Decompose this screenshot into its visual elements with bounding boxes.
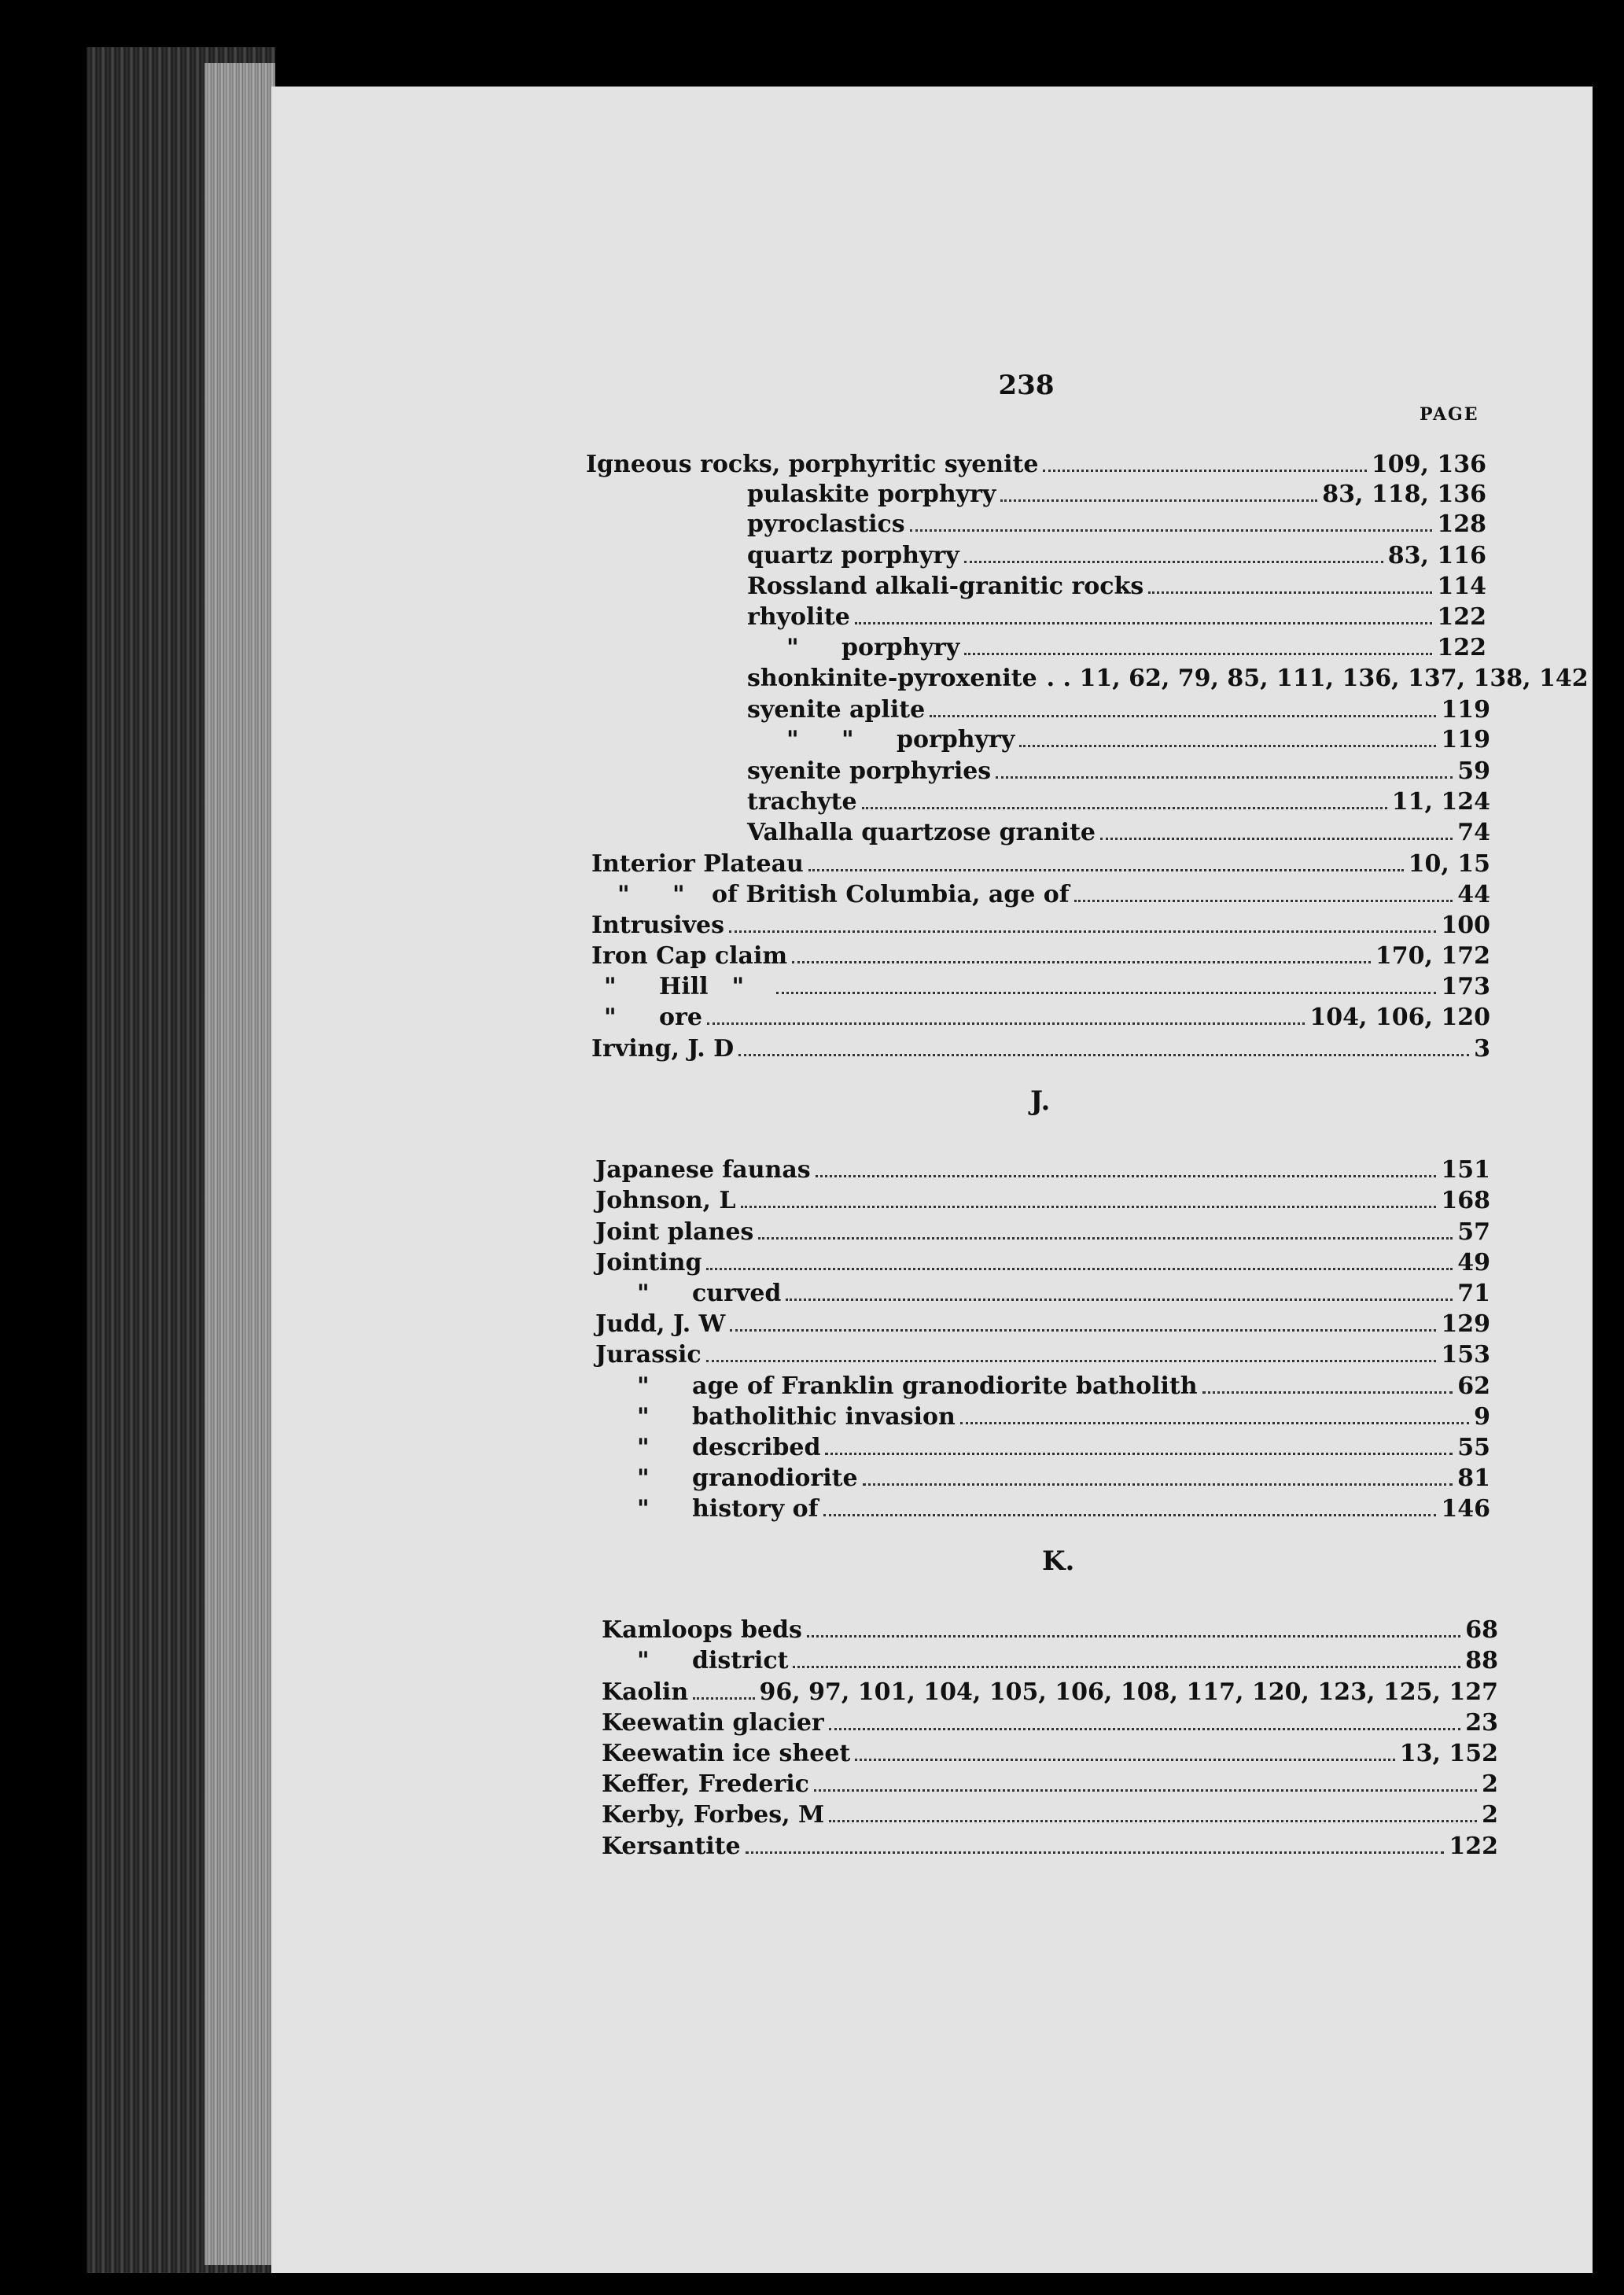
index-entry <box>637 1399 1490 1431</box>
entry-label: Interior Plateau <box>591 850 804 878</box>
dot-leader <box>741 1204 1437 1208</box>
ditto-mark: " <box>637 1647 650 1674</box>
index-entry <box>602 1766 1498 1798</box>
section-heading-j: J. <box>1030 1085 1051 1117</box>
entry-label: Igneous rocks, porphyritic syenite <box>586 451 1039 478</box>
dot-leader <box>823 1512 1437 1516</box>
entry-pages: 62 <box>1457 1372 1490 1400</box>
ditto-mark: " <box>637 1403 650 1431</box>
entry-label: batholithic invasion <box>692 1403 956 1431</box>
entry-pages: 128 <box>1437 510 1486 538</box>
index-entry <box>602 1829 1498 1860</box>
entry-pages: 122 <box>1437 603 1486 631</box>
entry-label: Irving, J. D <box>591 1035 735 1063</box>
index-entry <box>637 1369 1490 1400</box>
index-entry <box>747 477 1486 508</box>
entry-label: porphyry <box>897 726 1015 753</box>
entry-pages: 55 <box>1457 1434 1490 1461</box>
ditto-mark: " <box>637 1372 650 1400</box>
entry-pages: 119 <box>1441 696 1490 724</box>
entry-pages: 2 <box>1482 1801 1498 1829</box>
entry-pages: 129 <box>1441 1310 1490 1338</box>
ditto-mark: " <box>637 1495 650 1523</box>
index-entry <box>637 1276 1490 1307</box>
entry-label: Kaolin <box>602 1678 689 1706</box>
dot-leader <box>930 713 1436 717</box>
index-entry <box>637 1461 1490 1492</box>
ditto-mark: " <box>604 973 617 1000</box>
entry-label: Judd, J. W <box>595 1310 726 1338</box>
index-entry <box>617 877 1490 908</box>
entry-pages: 168 <box>1441 1187 1490 1214</box>
ditto-mark: " <box>672 881 685 908</box>
index-entry <box>591 938 1490 970</box>
dot-leader <box>707 1021 1305 1025</box>
entry-label: Kerby, Forbes, M <box>602 1801 825 1829</box>
index-entry <box>747 753 1490 785</box>
index-entry <box>637 1643 1498 1674</box>
index-entry <box>637 1430 1490 1461</box>
entry-label: pulaskite porphyry <box>747 481 996 508</box>
entry-label: Japanese faunas <box>595 1156 811 1184</box>
entry-pages: 57 <box>1457 1218 1490 1246</box>
ditto-mark: " <box>637 1464 650 1492</box>
entry-pages: 3 <box>1474 1035 1490 1063</box>
entry-label: Rossland alkali-granitic rocks <box>747 573 1144 600</box>
dot-leader <box>814 1788 1477 1792</box>
dot-leader <box>960 1420 1469 1424</box>
index-entry <box>747 692 1490 724</box>
dot-leader <box>829 1818 1477 1822</box>
dot-leader <box>862 805 1387 809</box>
entry-label: age of Franklin granodiorite batholith <box>692 1372 1198 1400</box>
index-entry <box>602 1797 1498 1829</box>
entry-label: granodiorite <box>692 1464 858 1492</box>
entry-pages: 170, 172 <box>1375 942 1490 970</box>
dot-leader <box>863 1482 1453 1486</box>
dot-leader <box>816 1173 1437 1177</box>
entry-pages: 96, 97, 101, 104, 105, 106, 108, 117, 120, 123, 125, 127 <box>759 1678 1498 1706</box>
entry-label: Keewatin ice sheet <box>602 1740 851 1767</box>
dot-leader <box>825 1451 1453 1455</box>
entry-pages: 74 <box>1457 819 1490 846</box>
dot-leader <box>706 1266 1453 1270</box>
entry-label: shonkinite-pyroxenite <box>747 665 1037 692</box>
index-entry <box>747 569 1486 600</box>
ditto-mark: " <box>841 726 854 753</box>
entry-pages: 88 <box>1465 1647 1498 1674</box>
entry-label: Keewatin glacier <box>602 1709 824 1737</box>
index-entry <box>747 538 1486 569</box>
entry-label: quartz porphyry <box>747 542 959 569</box>
index-entry <box>747 784 1490 816</box>
entry-pages: 173 <box>1441 973 1490 1000</box>
dot-leader <box>855 621 1433 624</box>
dot-leader <box>792 960 1371 963</box>
entry-pages: 146 <box>1441 1495 1490 1523</box>
entry-label: pyroclastics <box>747 510 905 538</box>
index-entry <box>747 599 1486 631</box>
index-entry <box>591 1031 1490 1063</box>
entry-label: ore <box>659 1004 702 1031</box>
index-entry <box>591 846 1490 878</box>
index-entry <box>747 507 1486 538</box>
entry-label: Jointing <box>595 1249 702 1276</box>
dot-leader <box>729 929 1436 933</box>
dot-leader <box>1043 468 1366 472</box>
dot-leader <box>786 1297 1453 1301</box>
entry-label: Intrusives <box>591 912 725 939</box>
entry-label: rhyolite <box>747 603 850 631</box>
entry-label: Valhalla quartzose granite <box>747 819 1096 846</box>
entry-pages: 49 <box>1457 1249 1490 1276</box>
index-entry <box>595 1183 1490 1214</box>
entry-pages: 44 <box>1457 881 1490 908</box>
dot-leader <box>855 1757 1394 1761</box>
entry-label: porphyry <box>841 634 960 661</box>
index-entry <box>786 722 1490 753</box>
entry-pages: 23 <box>1465 1709 1498 1737</box>
index-entry <box>591 908 1490 939</box>
entry-label: Joint planes <box>595 1218 754 1246</box>
entry-pages: 71 <box>1457 1280 1490 1307</box>
entry-label: Kersantite <box>602 1833 741 1860</box>
entry-pages: 68 <box>1465 1616 1498 1644</box>
entry-label: syenite aplite <box>747 696 926 724</box>
dot-leader <box>807 1634 1460 1637</box>
dot-leader <box>808 868 1404 871</box>
ditto-mark: " <box>637 1434 650 1461</box>
index-entry <box>747 661 1589 692</box>
entry-label: district <box>692 1647 789 1674</box>
ditto-mark: " <box>731 973 745 1000</box>
index-entry <box>595 1214 1490 1246</box>
dot-leader <box>738 1052 1469 1056</box>
entry-pages: 83, 118, 136 <box>1322 481 1486 508</box>
index-entry <box>602 1674 1498 1706</box>
dot-leader <box>1019 743 1436 747</box>
index-entry <box>595 1306 1490 1338</box>
ditto-mark: " <box>786 634 799 661</box>
entry-label: Keffer, Frederic <box>602 1770 809 1798</box>
index-entry <box>595 1152 1490 1184</box>
entry-pages: 13, 152 <box>1399 1740 1498 1767</box>
index-entry <box>595 1245 1490 1276</box>
dot-leader <box>964 651 1432 655</box>
entry-pages: 151 <box>1441 1156 1490 1184</box>
ditto-mark: " <box>786 726 799 753</box>
index-entry <box>602 1612 1498 1644</box>
book-page-edges <box>204 63 275 2265</box>
dot-leader <box>693 1696 754 1700</box>
entry-label: Johnson, L <box>595 1187 736 1214</box>
entry-pages: 59 <box>1457 757 1490 785</box>
index-entry <box>604 969 1490 1000</box>
index-entry <box>602 1705 1498 1737</box>
index-entry <box>595 1337 1490 1369</box>
entry-label: curved <box>692 1280 782 1307</box>
index-entry <box>637 1491 1490 1523</box>
entry-label: Jurassic <box>595 1341 702 1369</box>
ditto-mark: " <box>617 881 630 908</box>
index-entry <box>786 630 1486 661</box>
entry-pages: 100 <box>1441 912 1490 939</box>
entry-pages: 109, 136 <box>1371 451 1486 478</box>
index-entry <box>604 1000 1490 1031</box>
ditto-mark: " <box>637 1280 650 1307</box>
entry-label: Hill <box>659 973 709 1000</box>
dot-leader <box>1202 1390 1453 1394</box>
entry-label: history of <box>692 1495 819 1523</box>
entry-pages: 104, 106, 120 <box>1309 1004 1490 1031</box>
dot-leader <box>758 1236 1453 1240</box>
section-heading-k: K. <box>1042 1545 1075 1577</box>
entry-label: Kamloops beds <box>602 1616 802 1644</box>
entry-label: trachyte <box>747 788 857 816</box>
dot-leader <box>793 1664 1460 1668</box>
entry-pages: 119 <box>1441 726 1490 753</box>
entry-pages: 83, 116 <box>1387 542 1486 569</box>
entry-pages: 122 <box>1449 1833 1498 1860</box>
entry-pages: 153 <box>1441 1341 1490 1369</box>
entry-label: described <box>692 1434 821 1461</box>
entry-pages: 114 <box>1437 573 1486 600</box>
entry-pages: 122 <box>1437 634 1486 661</box>
page-column-header: PAGE <box>1420 404 1479 425</box>
dot-leader <box>829 1726 1461 1730</box>
entry-pages: . . 11, 62, 79, 85, 111, 136, 137, 138, 142 <box>1046 665 1589 692</box>
dot-leader <box>776 990 1437 994</box>
dot-leader <box>1074 898 1453 902</box>
index-entry <box>586 447 1486 478</box>
page-number: 238 <box>998 370 1055 401</box>
entry-pages: 9 <box>1474 1403 1490 1431</box>
dot-leader <box>746 1850 1445 1854</box>
ditto-mark: " <box>604 1004 617 1031</box>
dot-leader <box>996 775 1453 779</box>
entry-pages: 2 <box>1482 1770 1498 1798</box>
dot-leader <box>910 528 1433 532</box>
entry-label: of British Columbia, age of <box>712 881 1070 908</box>
index-entry <box>747 815 1490 846</box>
entry-pages: 11, 124 <box>1391 788 1490 816</box>
entry-pages: 10, 15 <box>1408 850 1490 878</box>
dot-leader <box>1000 498 1317 502</box>
entry-label: syenite porphyries <box>747 757 992 785</box>
dot-leader <box>706 1358 1437 1362</box>
dot-leader <box>1148 590 1432 594</box>
entry-label: Iron Cap claim <box>591 942 788 970</box>
index-entry <box>602 1736 1498 1767</box>
dot-leader <box>964 559 1383 563</box>
dot-leader <box>730 1328 1436 1332</box>
dot-leader <box>1100 836 1453 840</box>
entry-pages: 81 <box>1457 1464 1490 1492</box>
